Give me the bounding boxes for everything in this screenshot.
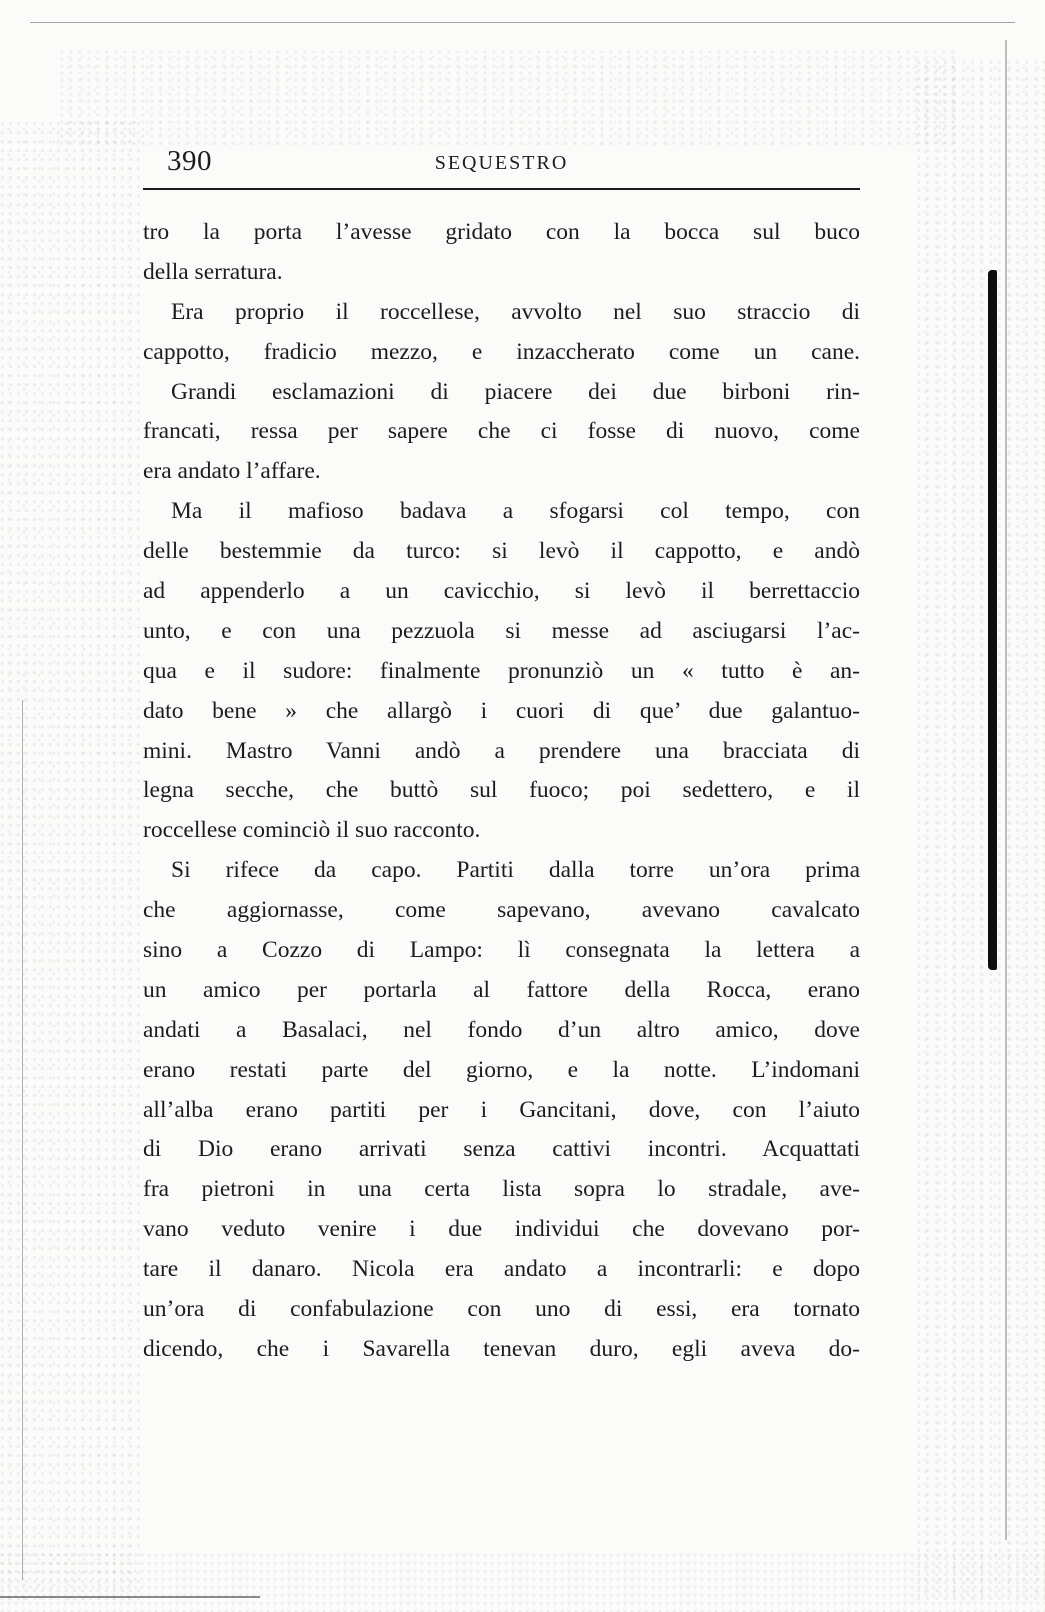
text-line: tro la porta l’avesse gridato con la bocca sul buco (143, 219, 860, 245)
page-number: 390 (167, 145, 212, 177)
text-line: erano restati parte del giorno, e la notte. L’indomani (143, 1056, 860, 1083)
text-line: Si rifece da capo. Partiti dalla torre un’ora prima (171, 857, 860, 884)
text-line: un’ora di confabulazione con uno di essi, era tornato (143, 1296, 860, 1323)
text-line: sino a Cozzo di Lampo: lì consegnata la lettera a (143, 937, 860, 964)
page-header (143, 143, 860, 183)
bottom-edge-line (0, 1596, 260, 1598)
text-line: mini. Mastro Vanni andò a prendere una bracciata di (143, 737, 860, 764)
text-line: fra pietroni in una certa lista sopra lo stradale, ave- (143, 1176, 860, 1203)
text-line: francati, ressa per sapere che ci fosse di nuovo, come (143, 418, 860, 445)
scan-top-edge (30, 22, 1015, 23)
text-line: unto, e con una pezzuola si messe ad asciugarsi l’ac- (143, 617, 860, 644)
text-line: all’alba erano partiti per i Gancitani, dove, con l’aiuto (143, 1096, 860, 1123)
text-line: qua e il sudore: finalmente pronunziò un « tutto è an- (143, 657, 860, 684)
text-line: Ma il mafioso badava a sfogarsi col tempo, con (171, 498, 860, 525)
text-line: era andato l’affare. (143, 458, 321, 485)
text-line: della serratura. (143, 258, 283, 285)
text-line: cappotto, fradicio mezzo, e inzaccherato come un cane. (143, 338, 860, 365)
text-line: vano veduto venire i due individui che dovevano por- (143, 1216, 860, 1243)
text-line: legna secche, che buttò sul fuoco; poi sedettero, e il (143, 777, 860, 804)
text-line: dato bene » che allargò i cuori di que’ due galantuo- (143, 697, 860, 724)
text-line: dicendo, che i Savarella tenevan duro, egli aveva do- (143, 1335, 860, 1362)
text-line: delle bestemmie da turco: si levò il cappotto, e andò (143, 538, 860, 565)
running-title: SEQUESTRO (434, 152, 569, 174)
text-line: tare il danaro. Nicola era andato a incontrarli: e dopo (143, 1256, 860, 1283)
text-line: andati a Basalaci, nel fondo d’un altro amico, dove (143, 1016, 860, 1043)
text-line: Grandi esclamazioni di piacere dei due birboni rin- (171, 378, 860, 405)
left-edge-line (22, 700, 23, 1580)
text-line: ad appenderlo a un cavicchio, si levò il berrettaccio (143, 578, 860, 605)
scan-noise-bottom (0, 1552, 1045, 1612)
text-line: che aggiornasse, come sapevano, avevano cavalcato (143, 897, 860, 924)
binding-edge-line (1005, 40, 1007, 1540)
text-line: Era proprio il roccellese, avvolto nel suo straccio di (171, 298, 860, 325)
scan-noise-right (915, 60, 1045, 1600)
scan-noise-top (60, 50, 960, 145)
binding-shadow (988, 270, 997, 970)
header-rule (143, 188, 860, 190)
text-line: un amico per portarla al fattore della Rocca, erano (143, 976, 860, 1003)
scan-noise-left (0, 120, 140, 1600)
text-line: roccellese cominciò il suo racconto. (143, 817, 481, 844)
text-line: di Dio erano arrivati senza cattivi incontri. Acquattati (143, 1136, 860, 1163)
body-text (143, 213, 860, 1370)
